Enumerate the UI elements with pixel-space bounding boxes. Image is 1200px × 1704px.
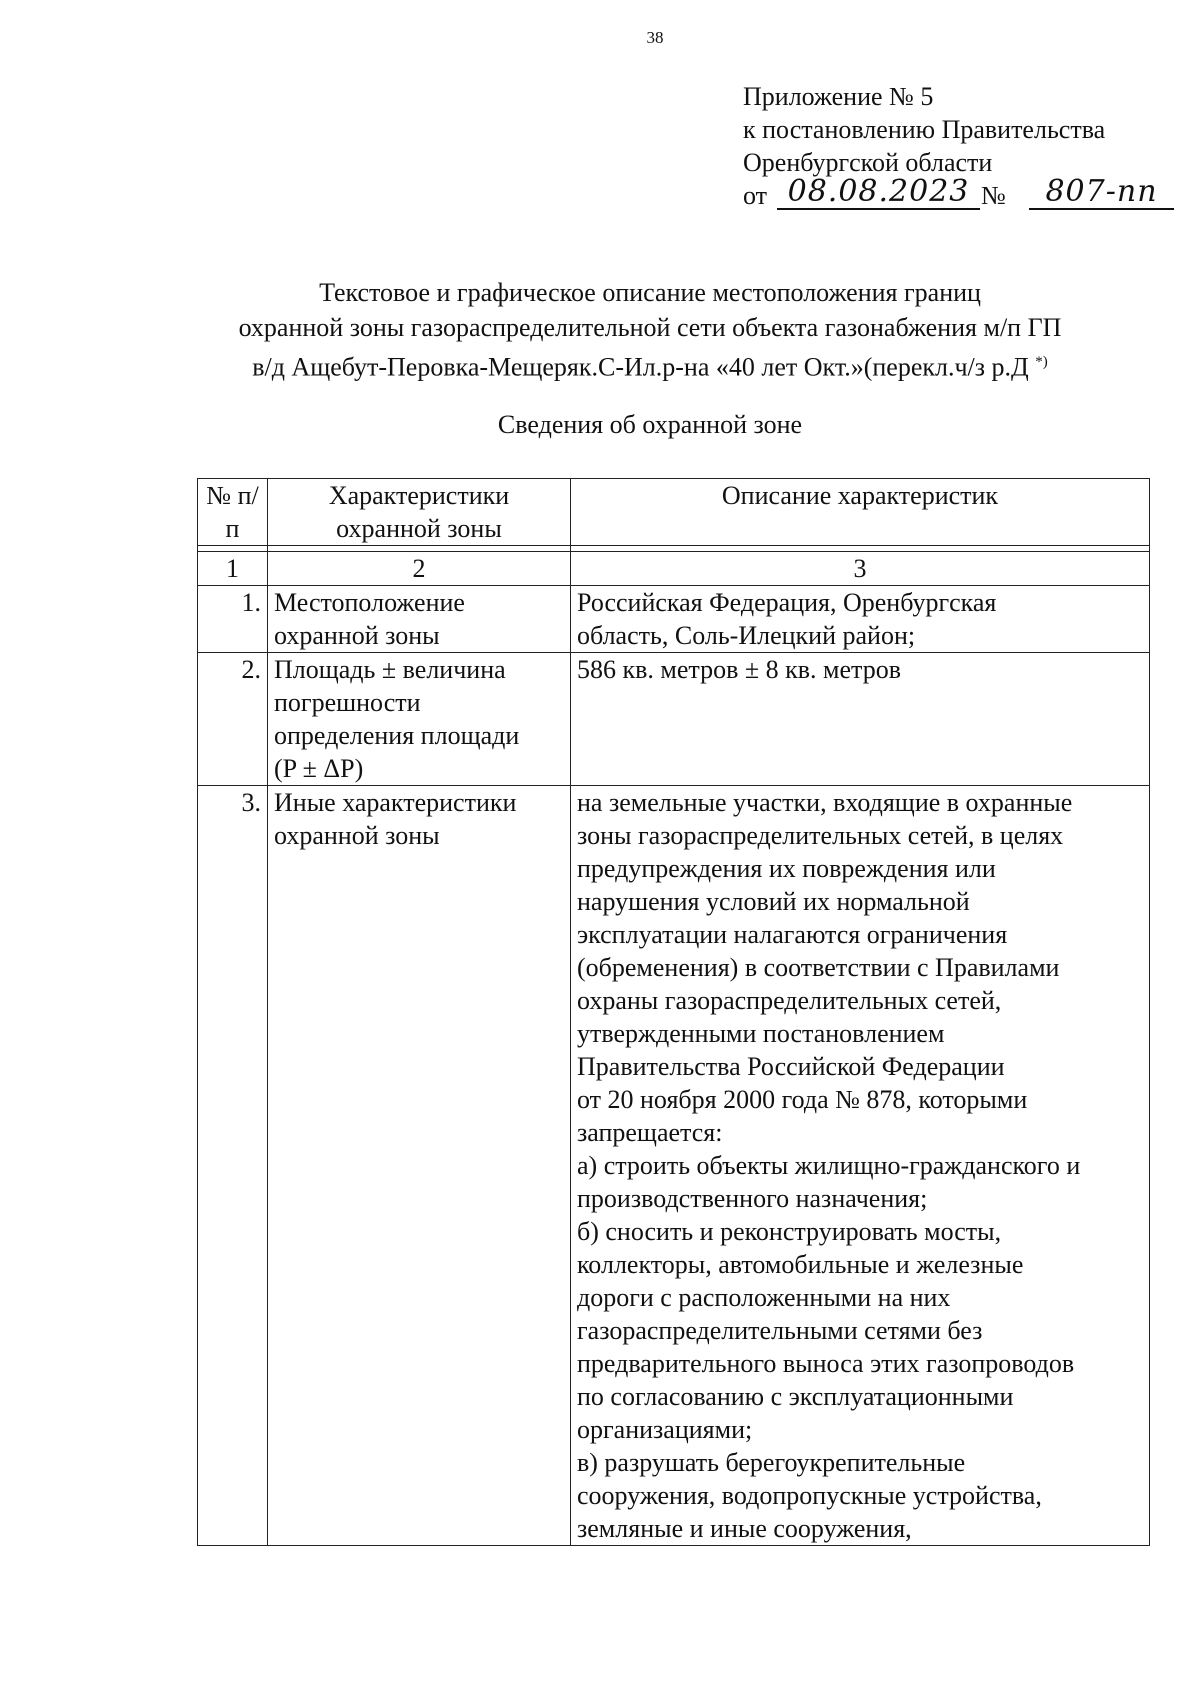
row-characteristic — [268, 653, 571, 786]
header-num: № п/п — [198, 479, 268, 546]
header-characteristics: Характеристики охранной зоны — [268, 479, 571, 546]
section-title: Сведения об охранной зоне — [497, 410, 803, 439]
row-characteristic — [268, 586, 571, 653]
column-index-3: 3 — [571, 552, 1150, 586]
cell-line: нарушения условий их нормальной — [577, 887, 970, 916]
cell-line: в) разрушать берегоукрепительные — [577, 1448, 966, 1477]
title-line-1: Текстовое и графическое описание местоположения границ — [319, 278, 981, 307]
date-prefix: от — [743, 181, 768, 210]
cell-line: производственного назначения; — [577, 1184, 928, 1213]
cell-line: газораспределительными сетями без — [577, 1316, 983, 1345]
column-index-2: 2 — [268, 552, 571, 586]
cell-line: от 20 ноября 2000 года № 878, которыми — [577, 1085, 1028, 1114]
cell-line: 586 кв. метров ± 8 кв. метров — [577, 655, 901, 684]
cell-line: Правительства Российской Федерации — [577, 1052, 1005, 1081]
cell-line: на земельные участки, входящие в охранные — [577, 788, 1073, 817]
cell-line: Местоположение — [274, 588, 465, 617]
appendix-date-line — [743, 174, 1158, 215]
cell-line: утвержденными постановлением — [577, 1019, 945, 1048]
appendix-block — [743, 80, 1158, 215]
title-line-3 — [180, 345, 1120, 385]
row-number: 2. — [198, 653, 268, 786]
row-description — [571, 586, 1150, 653]
footnote-mark: *) — [1035, 354, 1048, 370]
cell-line: определения площади — [274, 721, 520, 750]
table-row — [198, 786, 1150, 1546]
cell-line: по согласованию с эксплуатационными — [577, 1382, 1014, 1411]
cell-line: охраны газораспределительных сетей, — [577, 986, 1002, 1015]
cell-line: Иные характеристики — [274, 788, 517, 817]
appendix-resolution-ref: к постановлению Правительства — [743, 115, 1106, 144]
cell-line: организациями; — [577, 1415, 753, 1444]
column-index-1: 1 — [198, 552, 268, 586]
cell-line: охранной зоны — [274, 621, 440, 650]
column-index-row — [198, 552, 1150, 586]
row-number: 3. — [198, 786, 268, 1546]
cell-line: сооружения, водопропускные устройства, — [577, 1481, 1042, 1510]
cell-line: погрешности — [274, 688, 421, 717]
protection-zone-table — [197, 478, 1150, 1546]
cell-line: коллекторы, автомобильные и железные — [577, 1250, 1024, 1279]
cell-line: Российская Федерация, Оренбургская — [577, 588, 997, 617]
cell-line: запрещается: — [577, 1118, 723, 1147]
document-title — [180, 275, 1120, 385]
cell-line: область, Соль-Илецкий район; — [577, 621, 916, 650]
title-line-3-text: в/д Ащебут-Перовка-Мещеряк.С-Ил.р-на «40 лет Окт.»(перекл.ч/з р.Д — [252, 352, 1029, 382]
row-characteristic — [268, 786, 571, 1546]
cell-line: зоны газораспределительных сетей, в целях — [577, 821, 1064, 850]
table-row — [198, 586, 1150, 653]
cell-line: (P ± ΔP) — [274, 754, 364, 783]
cell-line: охранной зоны — [274, 821, 440, 850]
cell-line: дороги с расположенными на них — [577, 1283, 951, 1312]
handwritten-number: 807-пп — [1029, 175, 1174, 210]
row-number: 1. — [198, 586, 268, 653]
table-header-row — [198, 479, 1150, 546]
row-description — [571, 786, 1150, 1546]
cell-line: а) строить объекты жилищно-гражданского и — [577, 1151, 1081, 1180]
cell-line: земляные и иные сооружения, — [577, 1514, 912, 1543]
cell-line: предварительного выноса этих газопроводов — [577, 1349, 1075, 1378]
cell-line: (обременения) в соответствии с Правилами — [577, 953, 1060, 982]
title-line-2: охранной зоны газораспределительной сети объекта газонабжения м/п ГП — [238, 313, 1062, 342]
row-description — [571, 653, 1150, 786]
number-sign: № — [981, 181, 1006, 210]
header-description: Описание характеристик — [571, 479, 1150, 546]
cell-line: Площадь ± величина — [274, 655, 506, 684]
handwritten-date: 08.08.2023 — [777, 175, 980, 210]
cell-line: эксплуатации налагаются ограничения — [577, 920, 1008, 949]
table-row — [198, 653, 1150, 786]
cell-line: б) сносить и реконструировать мосты, — [577, 1217, 1002, 1246]
cell-line: предупреждения их повреждения или — [577, 854, 996, 883]
appendix-title: Приложение № 5 — [743, 82, 934, 111]
appendix-region: Оренбургской области — [743, 148, 993, 177]
page-number: 38 — [646, 28, 664, 47]
